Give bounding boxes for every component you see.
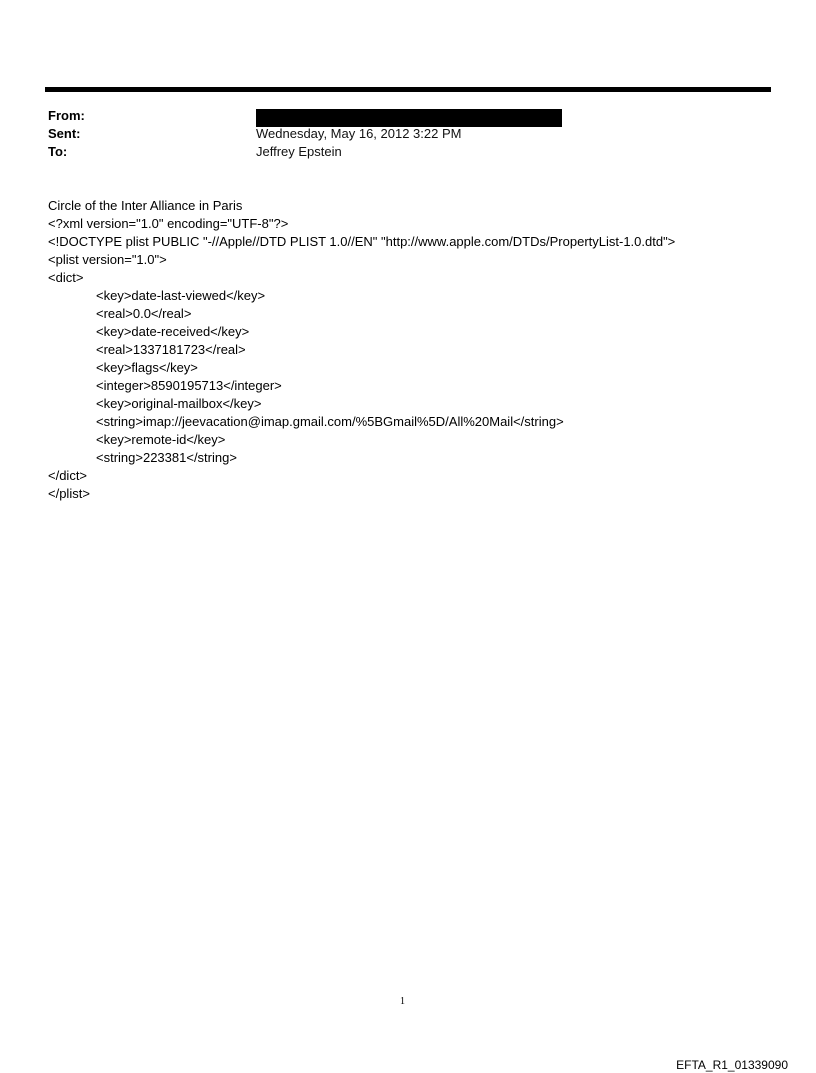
document-id: EFTA_R1_01339090	[676, 1058, 788, 1072]
body-line: <string>223381</string>	[96, 450, 237, 465]
header-divider	[45, 87, 771, 92]
body-line: <string>imap://jeevacation@imap.gmail.com/%5BGmail%5D/All%20Mail</string>	[96, 414, 564, 429]
body-line: <real>1337181723</real>	[96, 342, 246, 357]
from-label: From:	[48, 108, 85, 123]
body-line: <!DOCTYPE plist PUBLIC "-//Apple//DTD PLIST 1.0//EN" "http://www.apple.com/DTDs/PropertyList-1.0.dtd">	[48, 234, 676, 249]
sent-label: Sent:	[48, 126, 81, 141]
body-line: <key>date-received</key>	[96, 324, 250, 339]
body-line: <dict>	[48, 270, 84, 285]
email-body	[48, 197, 788, 503]
to-row	[48, 143, 748, 161]
body-line: <key>remote-id</key>	[96, 432, 226, 447]
to-value: Jeffrey Epstein	[256, 144, 342, 159]
sent-row	[48, 125, 748, 143]
body-line: <integer>8590195713</integer>	[96, 378, 282, 393]
body-line: <key>flags</key>	[96, 360, 198, 375]
body-line: <plist version="1.0">	[48, 252, 167, 267]
body-line: <?xml version="1.0" encoding="UTF-8"?>	[48, 216, 289, 231]
from-row	[48, 107, 748, 125]
body-line: <key>original-mailbox</key>	[96, 396, 262, 411]
body-line: <real>0.0</real>	[96, 306, 192, 321]
body-line: Circle of the Inter Alliance in Paris	[48, 198, 243, 213]
body-line: </dict>	[48, 468, 88, 483]
to-label: To:	[48, 144, 68, 159]
body-line: </plist>	[48, 486, 90, 501]
body-line: <key>date-last-viewed</key>	[96, 288, 266, 303]
sent-value: Wednesday, May 16, 2012 3:22 PM	[256, 126, 462, 141]
page-number: 1	[400, 996, 405, 1007]
